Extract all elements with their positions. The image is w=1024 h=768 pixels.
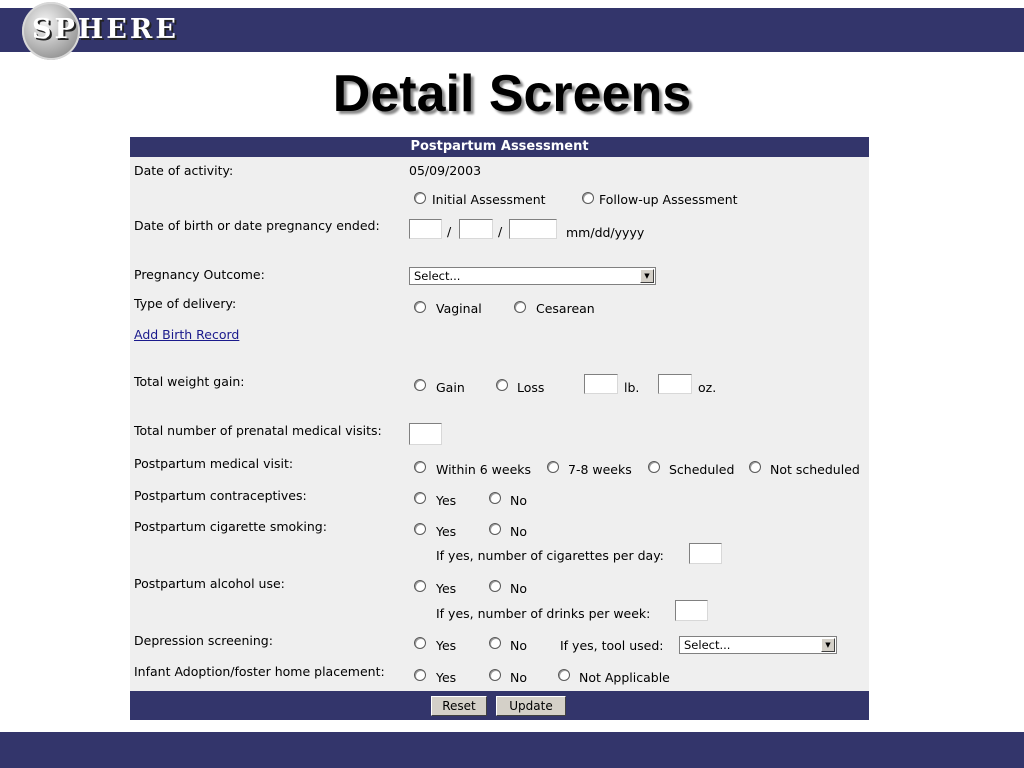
smoking-yes-radio[interactable] bbox=[414, 523, 426, 535]
tool-used-label: If yes, tool used: bbox=[560, 638, 664, 653]
tool-used-select[interactable] bbox=[679, 636, 837, 654]
scheduled-label: Scheduled bbox=[669, 462, 735, 477]
not-scheduled-label: Not scheduled bbox=[770, 462, 860, 477]
depression-yes-radio[interactable] bbox=[414, 637, 426, 649]
smoking-yes-label: Yes bbox=[436, 524, 457, 539]
vaginal-radio[interactable] bbox=[414, 301, 426, 313]
depression-no-label: No bbox=[510, 638, 527, 653]
loss-radio[interactable] bbox=[496, 379, 508, 391]
depression-yes-label: Yes bbox=[436, 638, 457, 653]
within-6-weeks-radio[interactable] bbox=[414, 461, 426, 473]
cesarean-label: Cesarean bbox=[536, 301, 595, 316]
smoking-no-radio[interactable] bbox=[489, 523, 501, 535]
slide-title: Detail Screens bbox=[332, 65, 692, 123]
dob-day-input[interactable] bbox=[459, 219, 493, 239]
contraceptives-no-radio[interactable] bbox=[489, 492, 501, 504]
cigarettes-per-day-input[interactable] bbox=[689, 543, 722, 564]
prenatal-visits-input[interactable] bbox=[409, 423, 442, 445]
smoking-no-label: No bbox=[510, 524, 527, 539]
contraceptives-yes-label: Yes bbox=[436, 493, 457, 508]
drinks-per-week-input[interactable] bbox=[675, 600, 708, 621]
depression-label: Depression screening: bbox=[134, 633, 273, 648]
followup-assessment-radio[interactable] bbox=[582, 192, 594, 204]
gain-radio[interactable] bbox=[414, 379, 426, 391]
chevron-down-icon[interactable]: ▼ bbox=[640, 269, 654, 283]
postpartum-assessment-form bbox=[130, 137, 869, 720]
initial-assessment-radio[interactable] bbox=[414, 192, 426, 204]
depression-no-radio[interactable] bbox=[489, 637, 501, 649]
cesarean-radio[interactable] bbox=[514, 301, 526, 313]
pregnancy-outcome-select[interactable] bbox=[409, 267, 656, 285]
date-of-activity-value: 05/09/2003 bbox=[409, 163, 482, 178]
drinks-per-week-label: If yes, number of drinks per week: bbox=[436, 606, 651, 621]
chevron-down-icon[interactable]: ▼ bbox=[821, 638, 835, 652]
date-of-activity-label: Date of activity: bbox=[134, 163, 234, 178]
oz-unit: oz. bbox=[698, 380, 717, 395]
adoption-no-label: No bbox=[510, 670, 527, 685]
smoking-label: Postpartum cigarette smoking: bbox=[134, 519, 327, 534]
vaginal-label: Vaginal bbox=[436, 301, 482, 316]
adoption-label: Infant Adoption/foster home placement: bbox=[134, 664, 385, 679]
7-8-weeks-radio[interactable] bbox=[547, 461, 559, 473]
weight-gain-label: Total weight gain: bbox=[134, 374, 245, 389]
not-applicable-label: Not Applicable bbox=[579, 670, 670, 685]
initial-assessment-label: Initial Assessment bbox=[432, 192, 546, 207]
reset-button[interactable]: Reset bbox=[431, 696, 487, 716]
not-applicable-radio[interactable] bbox=[558, 669, 570, 681]
form-header: Postpartum Assessment bbox=[130, 137, 869, 157]
type-of-delivery-label: Type of delivery: bbox=[134, 296, 237, 311]
gain-label: Gain bbox=[436, 380, 465, 395]
add-birth-record-link[interactable]: Add Birth Record bbox=[134, 327, 240, 342]
lb-unit: lb. bbox=[624, 380, 640, 395]
within-6-weeks-label: Within 6 weeks bbox=[436, 462, 532, 477]
dob-separator-2: / bbox=[498, 224, 503, 239]
pregnancy-outcome-label: Pregnancy Outcome: bbox=[134, 267, 265, 282]
pregnancy-outcome-selected: Select... bbox=[414, 269, 461, 283]
dob-month-input[interactable] bbox=[409, 219, 442, 239]
contraceptives-label: Postpartum contraceptives: bbox=[134, 488, 307, 503]
date-of-birth-label: Date of birth or date pregnancy ended: bbox=[134, 218, 380, 233]
dob-year-input[interactable] bbox=[509, 219, 557, 239]
dob-separator-1: / bbox=[447, 224, 452, 239]
alcohol-no-label: No bbox=[510, 581, 527, 596]
prenatal-visits-label: Total number of prenatal medical visits: bbox=[134, 423, 382, 438]
cigarettes-per-day-label: If yes, number of cigarettes per day: bbox=[436, 548, 664, 563]
weight-oz-input[interactable] bbox=[658, 374, 692, 394]
bottom-banner bbox=[0, 732, 1024, 768]
update-button[interactable]: Update bbox=[496, 696, 566, 716]
postpartum-visit-label: Postpartum medical visit: bbox=[134, 456, 294, 471]
followup-assessment-label: Follow-up Assessment bbox=[599, 192, 738, 207]
scheduled-radio[interactable] bbox=[648, 461, 660, 473]
weight-lb-input[interactable] bbox=[584, 374, 618, 394]
contraceptives-yes-radio[interactable] bbox=[414, 492, 426, 504]
adoption-yes-label: Yes bbox=[436, 670, 457, 685]
adoption-no-radio[interactable] bbox=[489, 669, 501, 681]
alcohol-label: Postpartum alcohol use: bbox=[134, 576, 285, 591]
alcohol-yes-radio[interactable] bbox=[414, 580, 426, 592]
adoption-yes-radio[interactable] bbox=[414, 669, 426, 681]
loss-label: Loss bbox=[517, 380, 545, 395]
alcohol-yes-label: Yes bbox=[436, 581, 457, 596]
not-scheduled-radio[interactable] bbox=[749, 461, 761, 473]
dob-format-hint: mm/dd/yyyy bbox=[566, 225, 645, 240]
logo-text: SPHERE bbox=[32, 14, 179, 45]
sphere-logo bbox=[22, 2, 179, 60]
tool-used-selected: Select... bbox=[684, 638, 731, 652]
contraceptives-no-label: No bbox=[510, 493, 527, 508]
alcohol-no-radio[interactable] bbox=[489, 580, 501, 592]
7-8-weeks-label: 7-8 weeks bbox=[568, 462, 632, 477]
